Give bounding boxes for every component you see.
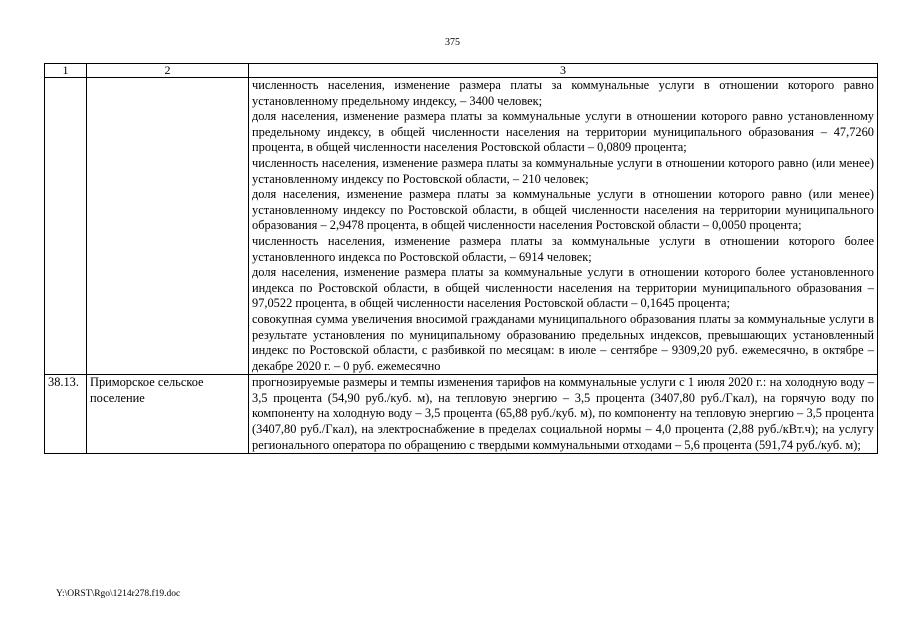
row-number-cell: 38.13. — [45, 375, 87, 454]
document-table — [44, 63, 878, 454]
table-row — [45, 375, 878, 454]
paragraph: доля населения, изменение размера платы за коммунальные услуги в отношении которого равно установленному предельному индексу, в общей численности населения на территории муниципального образования – 47,7260 процента, в общей численности населения Ростовской области – 0,0809 процента; — [252, 109, 874, 155]
page-number: 375 — [445, 37, 460, 48]
paragraph: совокупная сумма увеличения вносимой гражданами муниципального образования платы за коммунальные услуги в результате установления по муниципальному образованию предельных индексов, превышающих установленный индекс по Ростовской области, с разбивкой по месяцам: в июле – сентябре – 9309,20 руб. ежемесячно, в октябре – декабре 2020 г. – 0 руб. ежемесячно — [252, 311, 874, 373]
column-header-1: 1 — [45, 64, 87, 78]
paragraph: численность населения, изменение размера платы за коммунальные услуги в отношении которого более установленного индекса по Ростовской области, – 6914 человек; — [252, 233, 874, 264]
paragraph: доля населения, изменение размера платы за коммунальные услуги в отношении которого равно (или менее) установленному индексу по Ростовской области, в общей численности населения на территории муниципального образования – 2,9478 процента, в общей численности населения Ростовской области – 0,0050 процента; — [252, 187, 874, 233]
description-cell — [249, 78, 878, 375]
row-number-cell — [45, 78, 87, 375]
municipality-name-cell: Приморское сельское поселение — [87, 375, 249, 454]
table-row — [45, 78, 878, 375]
paragraph: численность населения, изменение размера платы за коммунальные услуги в отношении которого равно (или менее) установленному индексу по Ростовской области, – 210 человек; — [252, 155, 874, 186]
column-header-2: 2 — [87, 64, 249, 78]
column-header-3: 3 — [249, 64, 878, 78]
description-cell — [249, 375, 878, 454]
paragraph: прогнозируемые размеры и темпы изменения тарифов на коммунальные услуги с 1 июля 2020 г.: на холодную воду – 3,5 процента (54,90 руб./куб. м), на тепловую энергию – 3,5 процента (3407,80 руб./Гкал), на горячую воду по компоненту на холодную воду – 3,5 процента (65,88 руб./куб. м), по компоненту на тепловую энергию – 3,5 процента (3407,80 руб./Гкал), на электроснабжение в пределах социальной нормы – 4,0 процента (2,88 руб./кВт.ч); на услугу регионального оператора по обращению с твердыми коммунальными отходами – 5,6 процента (591,74 руб./куб. м); — [252, 375, 874, 452]
table-header-row — [45, 64, 878, 78]
paragraph: доля населения, изменение размера платы за коммунальные услуги в отношении которого более установленного индекса по Ростовской области, в общей численности населения на территории муниципального образования – 97,0522 процента, в общей численности населения Ростовской области – 0,1645 процента; — [252, 265, 874, 311]
paragraph: численность населения, изменение размера платы за коммунальные услуги в отношении которого равно установленному предельному индексу, – 3400 человек; — [252, 78, 874, 108]
footer-file-path: Y:\ORST\Rgo\1214r278.f19.doc — [56, 589, 181, 599]
municipality-name-cell — [87, 78, 249, 375]
